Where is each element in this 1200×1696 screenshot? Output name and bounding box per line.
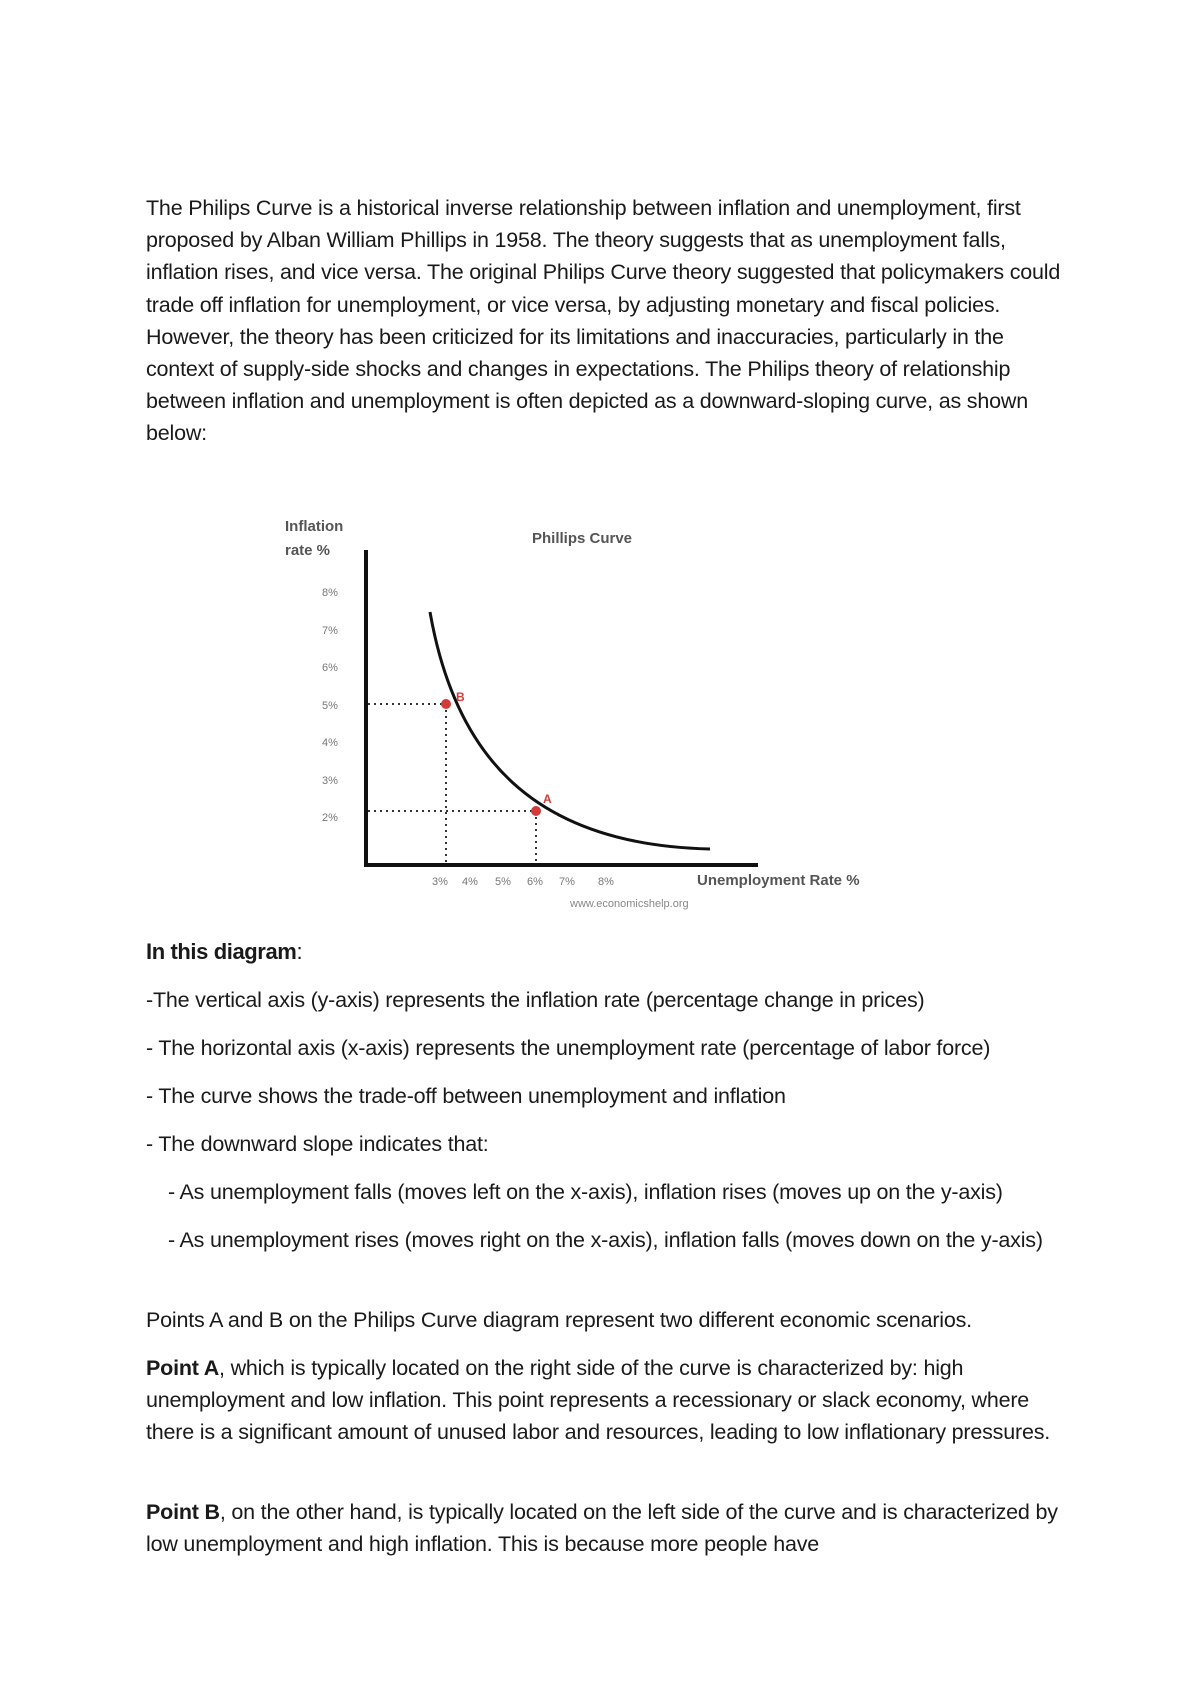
point-a-paragraph: [146, 1352, 1076, 1449]
bullet-unemployment-rises: [146, 1224, 1076, 1256]
point-b-text: , on the other hand, is typically located on the left side of the curve and is characterized by low unemployment and high inflation. This is because more people have: [146, 1500, 1058, 1557]
x-axis-label: Unemployment Rate %: [697, 872, 860, 889]
source-credit: www.economicshelp.org: [570, 898, 689, 910]
chart-title: Phillips Curve: [532, 530, 633, 547]
y-tick-8: 8%: [322, 587, 338, 599]
bullet-downward-slope: - The downward slope indicates that:: [146, 1132, 489, 1156]
bullet-unemployment-falls: - As unemployment falls (moves left on the x-axis), inflation rises (moves up on the y-axis): [168, 1180, 1003, 1204]
bullet-vertical-axis: -The vertical axis (y-axis) represents the inflation rate (percentage change in prices): [146, 988, 925, 1012]
point-a-text: , which is typically located on the right side of the curve is characterized by: high unemployment and low inflation. This point represents a recessionary or slack economy, where there is a significant amount of unused labor and resources, leading to low inflationary pressures.: [146, 1356, 1051, 1445]
y-tick-4: 4%: [322, 737, 338, 749]
x-tick-8: 8%: [598, 876, 614, 888]
heading-colon: :: [296, 939, 303, 964]
phillips-curve-figure: [270, 508, 890, 918]
phillips-curve-line: [430, 612, 710, 849]
points-intro: Points A and B on the Philips Curve diagram represent two different economic scenarios.: [146, 1308, 972, 1332]
y-tick-7: 7%: [322, 625, 338, 637]
point-b-label: B: [456, 690, 465, 704]
point-b-heading: Point B: [146, 1500, 220, 1524]
point-a-marker: [531, 806, 541, 816]
y-tick-3: 3%: [322, 775, 338, 787]
intro-paragraph: The Philips Curve is a historical inverse relationship between inflation and unemployment, first proposed by Alban William Phillips in 1958. The theory suggests that as unemployment falls, inflation rises, and vice versa. The original Philips Curve theory suggested that policymakers could trade off inflation for unemployment, or vice versa, by adjusting monetary and fiscal policies. However, the theory has been criticized for its limitations and inaccuracies, particularly in the context of supply-side shocks and changes in expectations. The Philips theory of relationship between inflation and unemployment is often depicted as a downward-sloping curve, as shown below:: [146, 196, 1061, 446]
x-tick-3: 3%: [432, 876, 448, 888]
y-axis-label-line2: rate %: [285, 542, 331, 559]
point-b-paragraph: [146, 1496, 1076, 1560]
point-a-heading: Point A: [146, 1356, 220, 1380]
bullet-horizontal-axis: - The horizontal axis (x-axis) represents the unemployment rate (percentage of labor force): [146, 1036, 991, 1060]
heading-text: In this diagram: [146, 939, 297, 964]
phillips-curve-svg: [270, 508, 890, 918]
x-tick-7: 7%: [559, 876, 575, 888]
x-tick-4: 4%: [462, 876, 478, 888]
section-heading: [146, 936, 1076, 968]
point-b-marker: [441, 699, 451, 709]
y-axis-label-line1: Inflation: [285, 518, 344, 535]
y-tick-5: 5%: [322, 700, 338, 712]
x-tick-6: 6%: [527, 876, 543, 888]
bullet-unemployment-rises-text: - As unemployment rises (moves right on the x-axis), inflation falls (moves down on the y-axis): [168, 1228, 1043, 1252]
point-a-label: A: [543, 792, 552, 806]
bullet-curve-tradeoff: - The curve shows the trade-off between unemployment and inflation: [146, 1084, 786, 1108]
y-tick-6: 6%: [322, 662, 338, 674]
x-tick-5: 5%: [495, 876, 511, 888]
y-tick-2: 2%: [322, 812, 338, 824]
